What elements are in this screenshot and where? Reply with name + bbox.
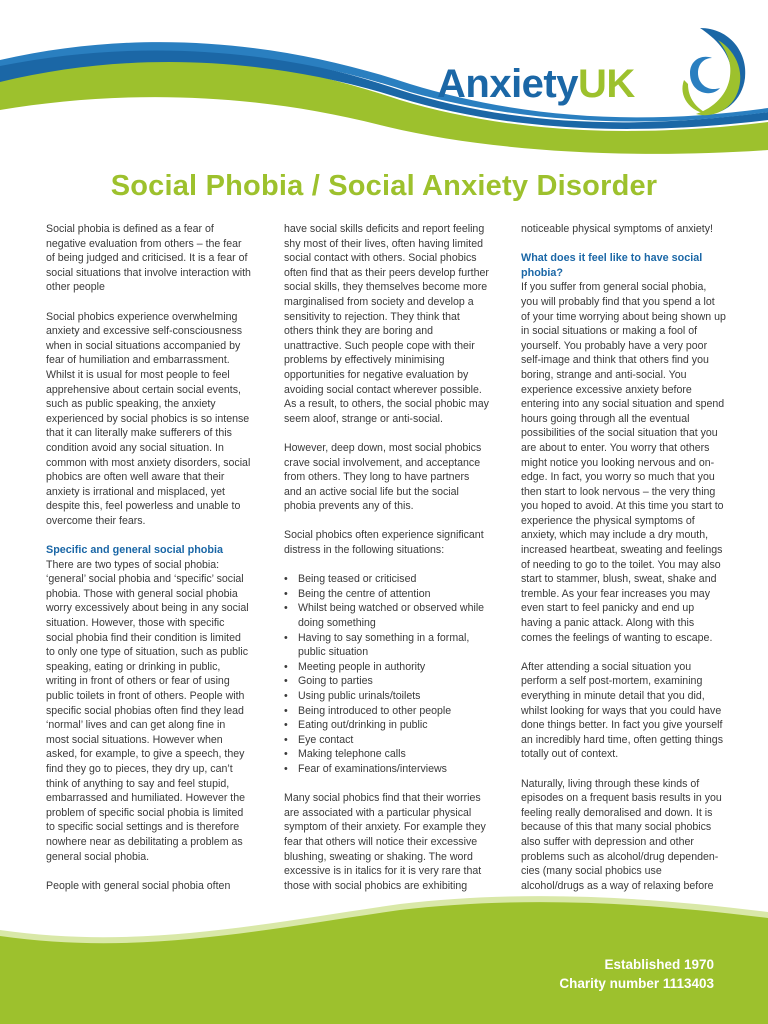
- paragraph: have social skills deficits and report feeling shy most of their lives, often having limited social contact with others. Social phobics often find that as their peers develop further social skills, they themselves become more marginalised from society and develop a sensitivity to rejection. They think that others think they are boring and unattractive. Such people cope with their problems by effectively minimising opportunities for negative evaluation by avoiding social contact wherever possible. As a result, to others, the social phobic may seem aloof, strange or anti-social.: [284, 223, 489, 425]
- page-title: Social Phobia / Social Anxiety Disorder: [110, 170, 658, 202]
- paragraph: noticeable physical symptoms of anxiety!: [521, 223, 713, 235]
- list-item: • Meeting people in authority: [284, 660, 489, 675]
- anxiety-uk-logo: [437, 64, 635, 104]
- paragraph: After attending a social situation you perform a self post-mortem, examining everything in minute detail that you did, whilst looking for ways that you could have done things better. In fact you give yourself an incredibly hard time, often getting things totally out of context.: [521, 660, 723, 761]
- list-item: • Being teased or criticised: [284, 572, 489, 587]
- list-item: • Using public urinals/toilets: [284, 689, 489, 704]
- footer-info: [559, 955, 714, 993]
- list-item: • Eye contact: [284, 733, 489, 748]
- list-item: • Being introduced to other people: [284, 704, 489, 719]
- list-item: • Making telephone calls: [284, 747, 489, 762]
- paragraph: However, deep down, most social phobics crave social involvement, and acceptance from others. They long to have partners and an active social life but the social phobia prevents any of this.: [284, 441, 482, 513]
- paragraph: If you suffer from general social phobia, you will probably find that you spend a lot of your time worrying about being shown up in social situations or making a fool of yourself. You probably have a very poor self-image and think that others find you boring, strange and anti-social. You experience excessive anxiety before entering into any social situation and spend hours going through all the eventual possibilities of the social situation that you are about to enter. You worry that others might notice you looking nervous and on-edge. In fact, you worry so much that you then start to look nervous – the very thing you hoped to avoid. At this time you start to experience the physical symptoms of anxiety, which may include a dry mouth, increased heartbeat, sweating and feelings of needing to go to the toilet. You may also start to stammer, blush, sweat, shake and tremble. As your fear increases you may even start to feel panicky and end up having a panic attack. Along with this comes the feelings of wanting to escape.: [521, 281, 726, 644]
- text-column-3: [521, 222, 726, 908]
- paragraph: Social phobics experience overwhelming anxiety and excessive self-consciousness when in social situations accompanied by fear of humiliation and embarrassment. Whilst it is usual for most people to feel apprehensive about certain social events, such as public speaking, the anxiety experienced by social phobics is so intense that it can literally make sufferers of this condition avoid any social situation. In common with most anxiety disorders, social phobics are often well aware that their anxiety is irrational and misplaced, yet despite this, feel powerless and unable to overcome their fears.: [46, 310, 251, 527]
- paragraph: People with general social phobia often: [46, 879, 231, 892]
- section-heading: What does it feel like to have social phobia?: [521, 252, 703, 279]
- logo-text-anxiety: Anxiety: [437, 62, 578, 106]
- list-item: • Being the centre of attention: [284, 587, 489, 602]
- logo-swirl-icon: [660, 18, 755, 128]
- logo-text-uk: UK: [578, 62, 635, 106]
- situations-list: [284, 572, 489, 776]
- charity-number-text: Charity number 1113403: [559, 976, 714, 991]
- text-column-1: [46, 222, 251, 908]
- header-wave-graphic: [0, 0, 768, 170]
- paragraph: Social phobia is defined as a fear of negative evaluation from others – the fear of being judged and criticised. It is a fear of social situations that involve interaction with other people: [46, 223, 251, 294]
- section-heading: Specific and general social phobia: [46, 544, 223, 557]
- list-item: • Having to say something in a formal, public situation: [284, 631, 489, 660]
- list-item: • Whilst being watched or observed while doing something: [284, 601, 489, 630]
- paragraph: Naturally, living through these kinds of episodes on a frequent basis results in you feeling really demoralised and down. It is because of this that many social phobics also suffer with depression and other problems such as alcohol/drug dependen-cies (many social phobics use alcohol/drugs as a way of relaxing before: [521, 777, 722, 892]
- text-column-2: [284, 222, 489, 908]
- list-item: • Fear of examinations/interviews: [284, 762, 489, 777]
- paragraph: Social phobics often experience significant distress in the following situations:: [284, 529, 484, 557]
- established-text: Established 1970: [604, 957, 714, 972]
- paragraph: Many social phobics find that their worries are associated with a particular physical symptom of their anxiety. For example they fear that others will notice their excessive blushing, sweating or shaking. The word excessive is in italics for it is very rare that those with social phobics are exhibiting: [284, 792, 486, 892]
- paragraph: There are two types of social phobia: ‘general’ social phobia and ‘specific’ social phobia. Those with general social phobia worry excessively about being in any social situation. However, those with specific social phobia find their condition is limited to only one type of situation, such as public speaking, eating or drinking in public, writing in front of others or fear of using public toilets in front of others. People with specific social phobias often find they lead ‘normal’ lives and can get along fine in most social situations. However when asked, for example, to give a speech, they find they go to pieces, they dry up, can’t think of anything to say and feel stupid, embarrassed and humiliated. However the problem of specific social phobia is limited to specific social settings and is therefore nowhere near as debilitating a problem as general social phobia.: [46, 558, 249, 863]
- list-item: • Eating out/drinking in public: [284, 718, 489, 733]
- list-item: • Going to parties: [284, 674, 489, 689]
